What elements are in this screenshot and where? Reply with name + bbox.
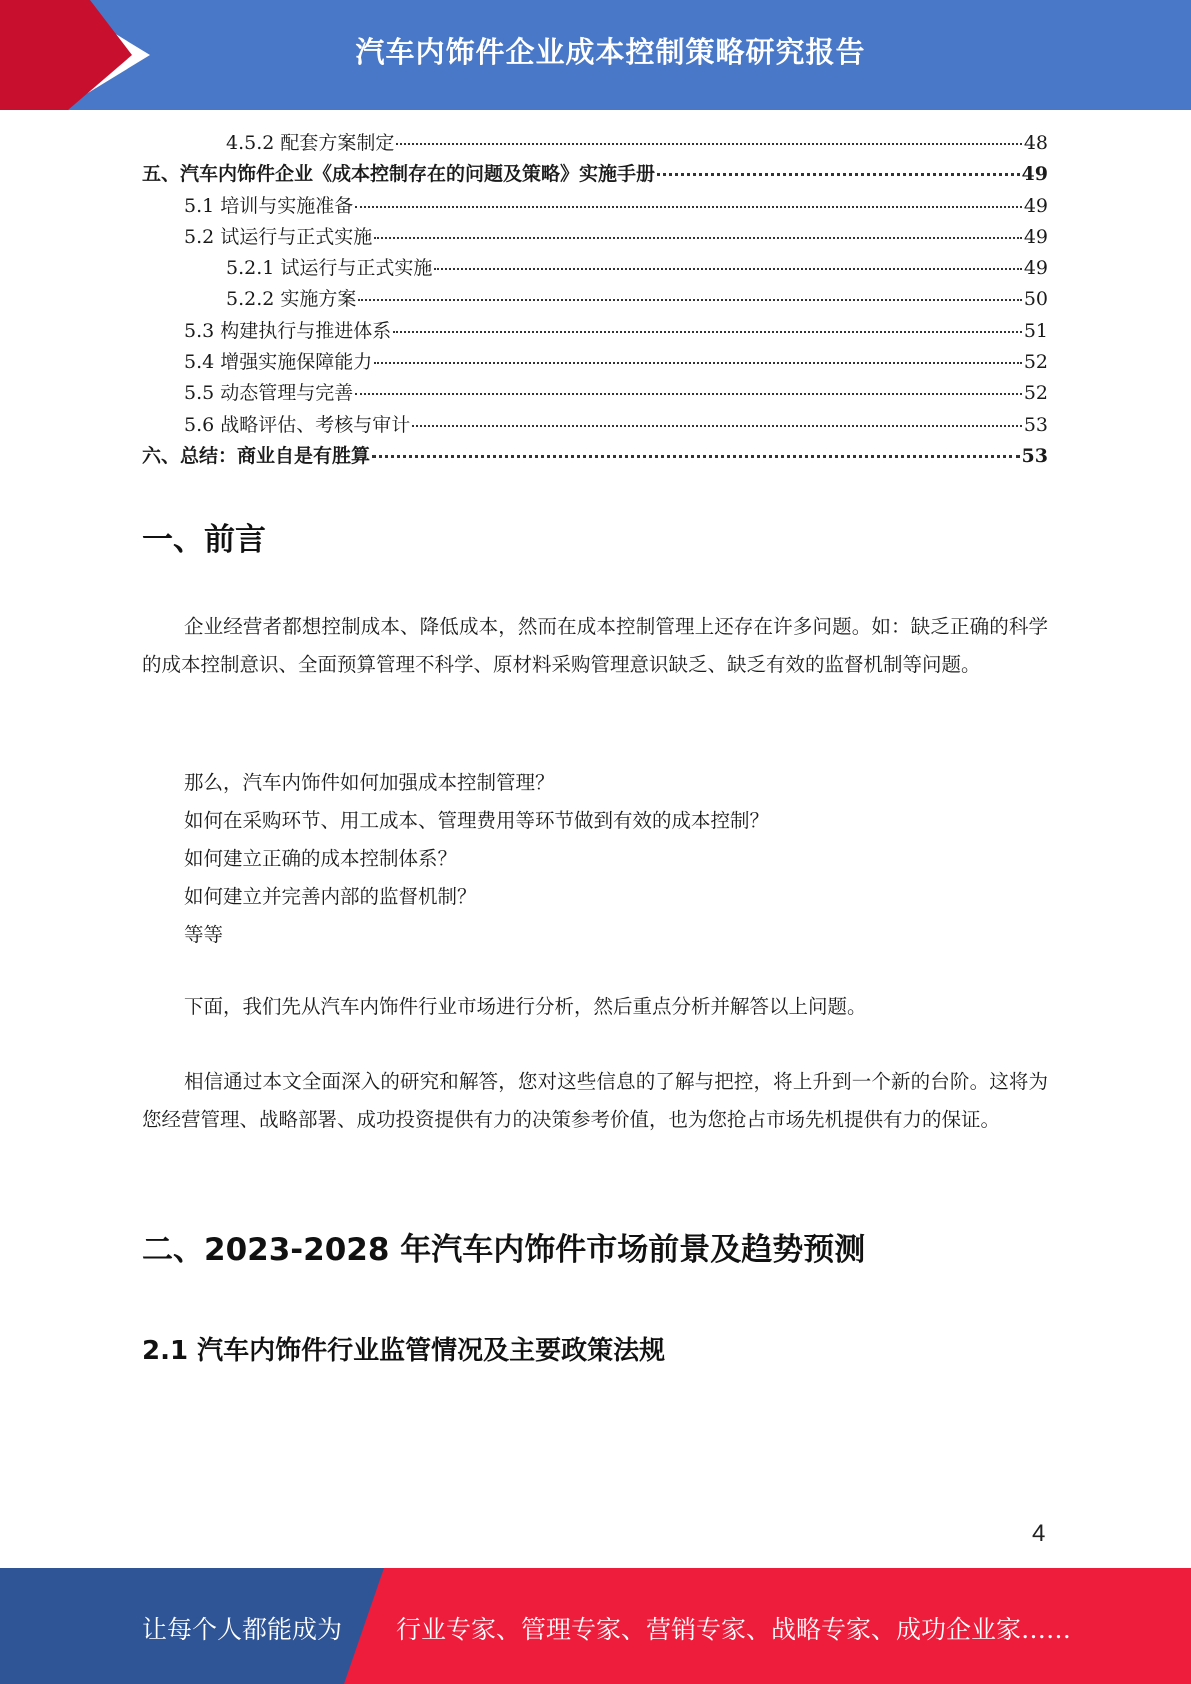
page-footer: [0, 1568, 1191, 1684]
toc-entry-text: 5.5 动态管理与完善: [184, 382, 354, 405]
toc-entry-page: 52: [1023, 351, 1048, 374]
toc-entry-text: 五、汽车内饰件企业《成本控制存在的问题及策略》实施手册: [142, 163, 656, 186]
toc-entry[interactable]: [142, 316, 1048, 347]
toc-entry[interactable]: [142, 159, 1048, 190]
toc-entry[interactable]: [142, 253, 1048, 284]
toc-leader-dots: [434, 268, 1021, 270]
toc-entry-text: 5.1 培训与实施准备: [184, 194, 354, 217]
section-heading: 二、2023-2028 年汽车内饰件市场前景及趋势预测: [142, 1232, 866, 1268]
toc-entry[interactable]: [142, 347, 1048, 378]
closing-paragraph: 相信通过本文全面深入的研究和解答，您对这些信息的了解与把控，将上升到一个新的台阶。这将为您经营管理、战略部署、成功投资提供有力的决策参考价值，也为您抢占市场先机提供有力的保证。: [142, 1070, 1048, 1131]
subsection-heading: 2.1 汽车内饰件行业监管情况及主要政策法规: [142, 1336, 666, 1366]
toc-entry[interactable]: [142, 284, 1048, 315]
toc-leader-dots: [355, 206, 1022, 208]
toc-entry-text: 5.3 构建执行与推进体系: [184, 319, 392, 342]
toc-entry-page: 52: [1023, 382, 1048, 405]
toc-entry-text: 5.4 增强实施保障能力: [184, 351, 373, 374]
toc-entry-page: 53: [1023, 413, 1048, 436]
toc-leader-dots: [657, 173, 1020, 176]
toc-leader-dots: [393, 331, 1022, 333]
report-title: 汽车内饰件企业成本控制策略研究报告: [355, 35, 866, 69]
toc-leader-dots: [412, 425, 1022, 427]
toc-entry-page: 48: [1023, 132, 1048, 154]
page-number: 4: [1032, 1520, 1046, 1547]
footer-slogan-right: 行业专家、管理专家、营销专家、战略专家、成功企业家……: [396, 1615, 1072, 1644]
question-line: 如何建立并完善内部的监督机制？: [184, 885, 477, 908]
table-of-contents: [142, 128, 1048, 472]
toc-leader-dots: [355, 393, 1022, 395]
toc-entry[interactable]: [142, 128, 1048, 159]
toc-entry-text: 5.2.1 试运行与正式实施: [226, 257, 433, 280]
page-header: [0, 0, 1191, 110]
toc-leader-dots: [374, 237, 1022, 239]
toc-entry-page: 49: [1023, 257, 1048, 280]
question-line: 如何在采购环节、用工成本、管理费用等环节做到有效的成本控制？: [184, 809, 770, 832]
toc-entry[interactable]: [142, 441, 1048, 472]
footer-slogan-left: 让每个人都能成为: [142, 1615, 343, 1644]
toc-entry-page: 49: [1023, 194, 1048, 217]
toc-entry[interactable]: [142, 410, 1048, 441]
section-heading: 一、前言: [142, 522, 266, 558]
toc-entry[interactable]: [142, 378, 1048, 409]
toc-entry-text: 5.2.2 实施方案: [226, 288, 357, 311]
question-line: 那么，汽车内饰件如何加强成本控制管理？: [184, 771, 555, 794]
toc-entry[interactable]: [142, 222, 1048, 253]
intro-paragraph: 企业经营者都想控制成本、降低成本，然而在成本控制管理上还存在许多问题。如：缺乏正确的科学的成本控制意识、全面预算管理不科学、原材料采购管理意识缺乏、缺乏有效的监督机制等问题。: [142, 615, 1048, 676]
toc-entry-text: 六、总结：商业自是有胜算: [142, 444, 371, 467]
question-line: 等等: [184, 923, 224, 946]
question-line: 如何建立正确的成本控制体系？: [184, 847, 458, 870]
toc-entry-text: 5.6 战略评估、考核与审计: [184, 413, 411, 436]
analysis-paragraph: 下面，我们先从汽车内饰件行业市场进行分析，然后重点分析并解答以上问题。: [184, 995, 867, 1018]
toc-entry-page: 53: [1021, 444, 1048, 467]
toc-entry[interactable]: [142, 191, 1048, 222]
toc-leader-dots: [372, 455, 1020, 458]
toc-entry-text: 5.2 试运行与正式实施: [184, 225, 373, 248]
toc-entry-page: 49: [1023, 225, 1048, 248]
toc-leader-dots: [374, 362, 1022, 364]
toc-entry-page: 50: [1023, 288, 1048, 311]
toc-entry-page: 49: [1021, 163, 1048, 186]
toc-leader-dots: [358, 299, 1021, 301]
toc-leader-dots: [396, 143, 1021, 145]
toc-entry-text: 4.5.2 配套方案制定: [226, 132, 395, 154]
toc-entry-page: 51: [1023, 319, 1048, 342]
